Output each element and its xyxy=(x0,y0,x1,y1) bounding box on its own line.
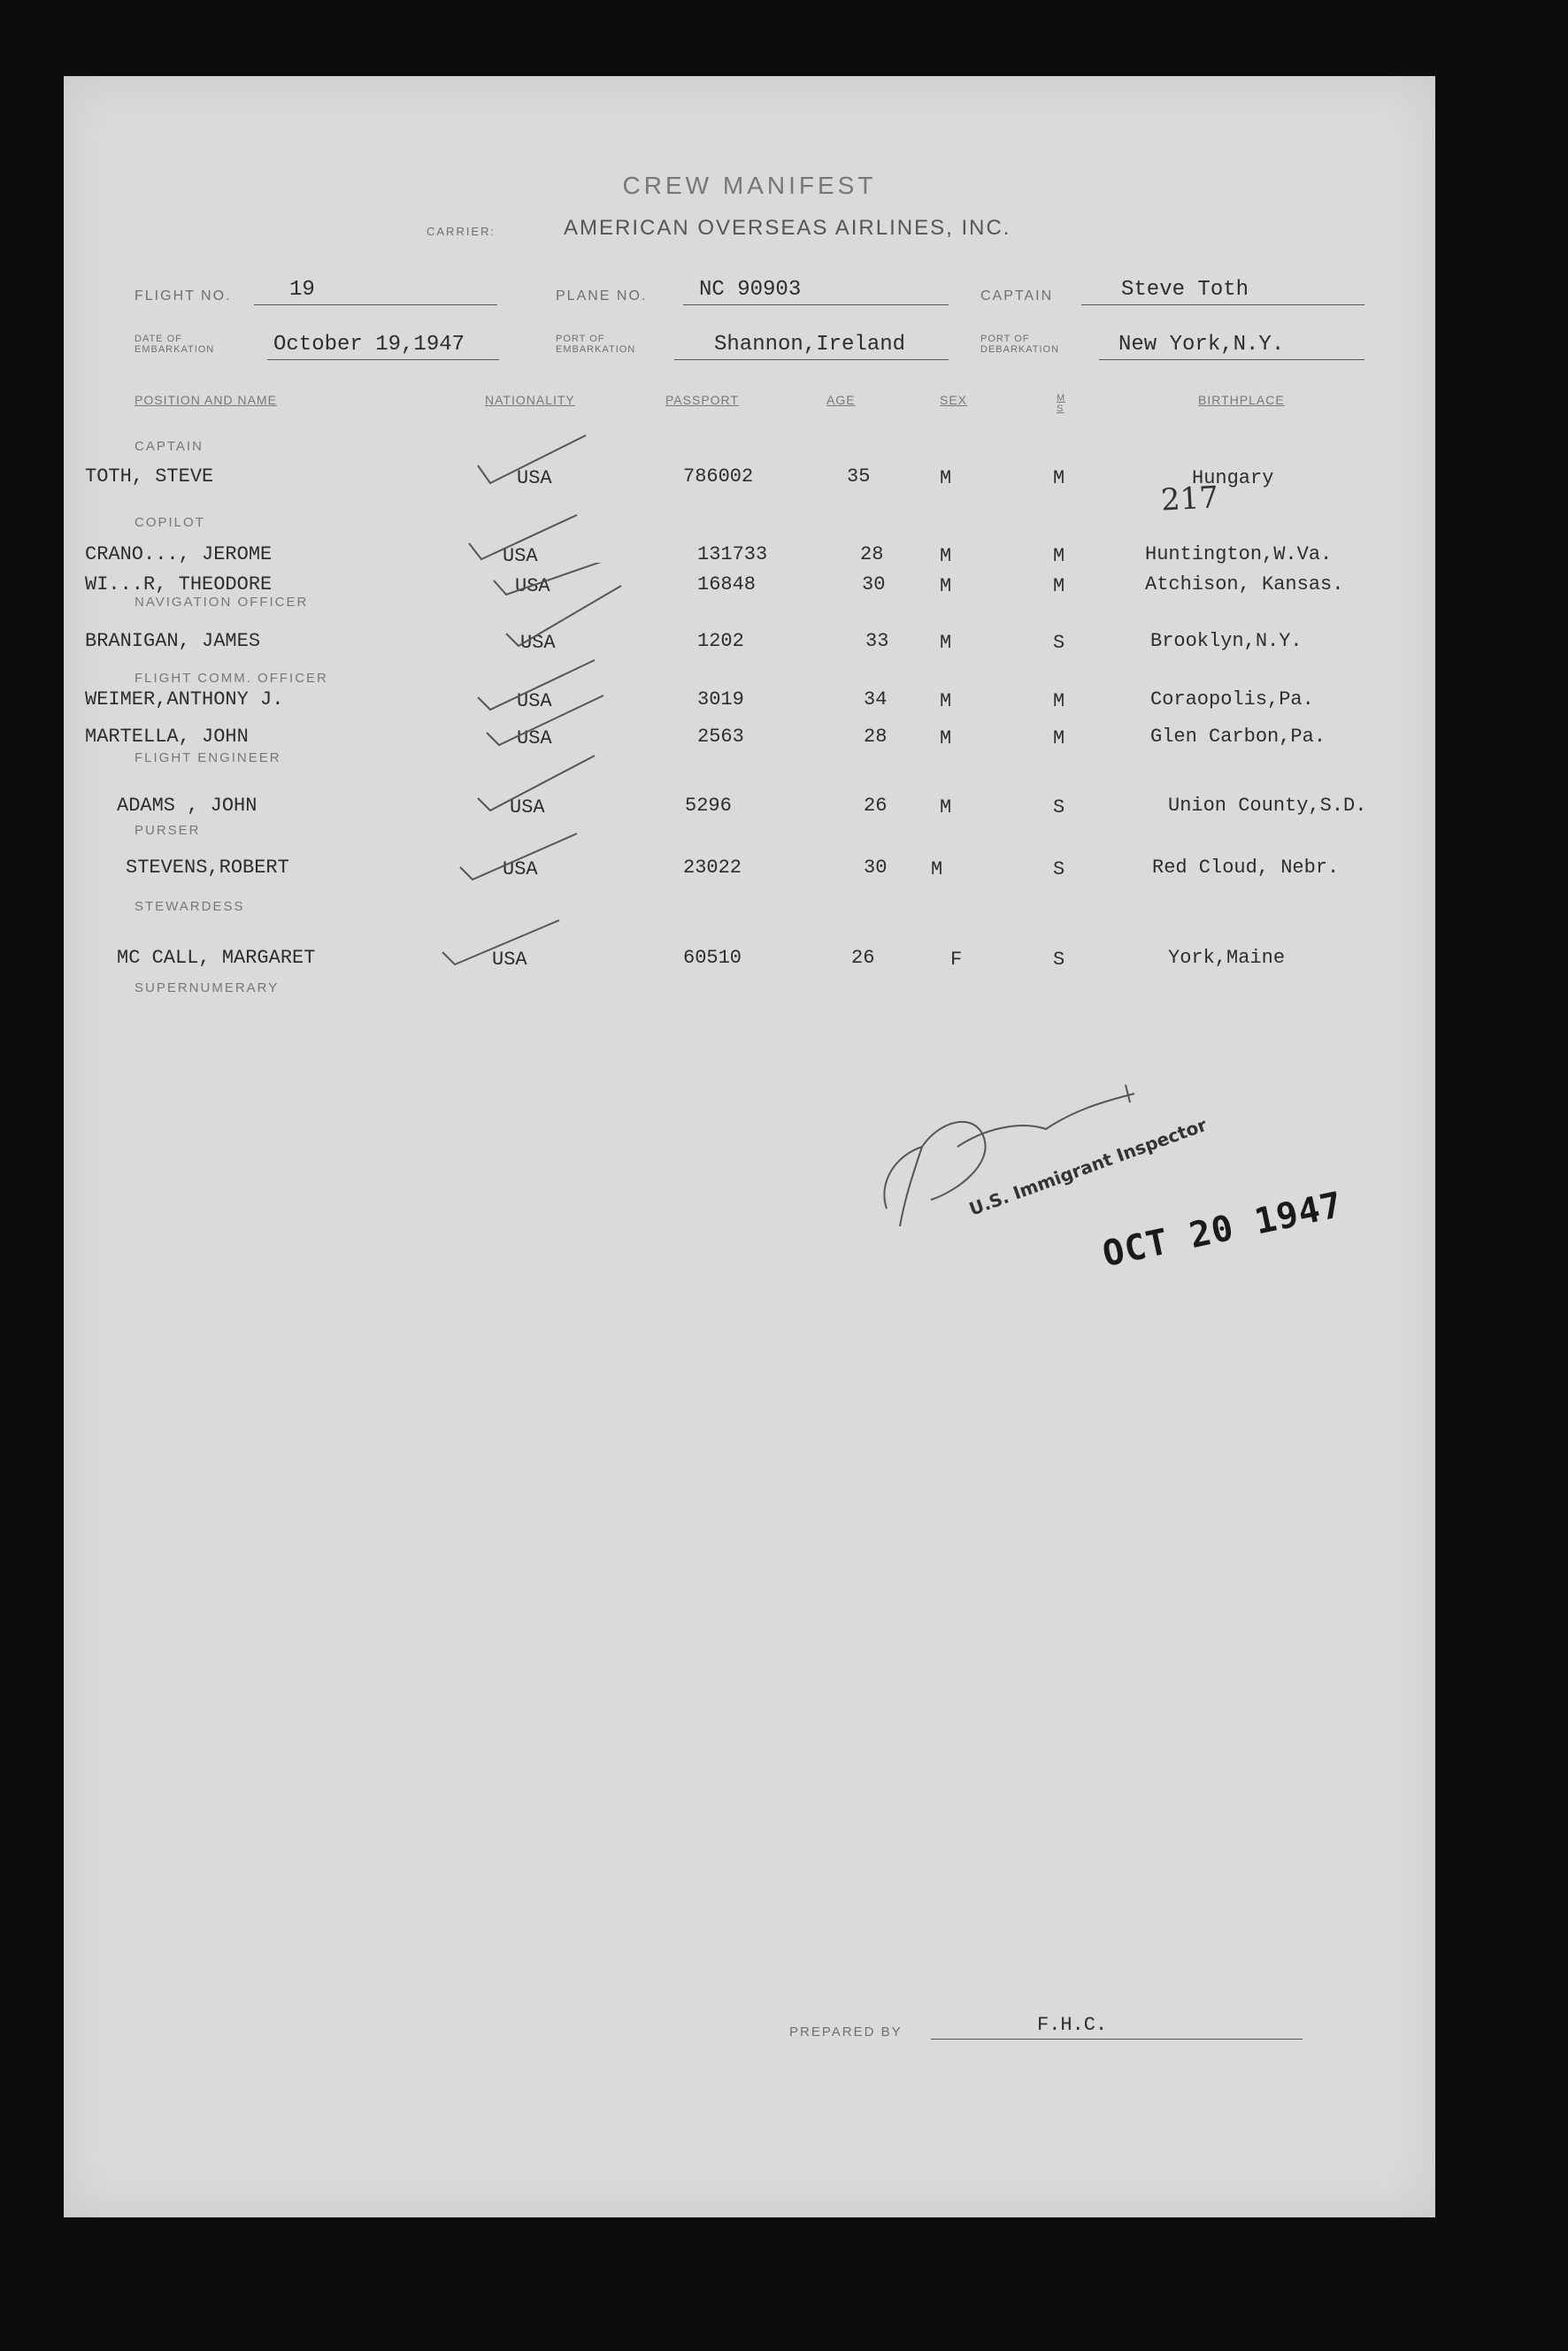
position-purser: PURSER xyxy=(135,823,201,838)
crew-birthplace: Union County,S.D. xyxy=(1168,795,1367,817)
crew-nationality: USA xyxy=(492,949,527,971)
crew-passport: 23022 xyxy=(683,857,742,879)
crew-age: 28 xyxy=(864,726,888,748)
port-emb-label-2: EMBARKATION xyxy=(556,344,636,355)
crew-name: ADAMS , JOHN xyxy=(117,795,257,817)
position-flight-engineer: FLIGHT ENGINEER xyxy=(135,750,281,765)
crew-sex: M xyxy=(940,632,952,654)
position-supernumerary: SUPERNUMERARY xyxy=(135,980,280,995)
position-flight-comm: FLIGHT COMM. OFFICER xyxy=(135,671,328,686)
position-navigation: NAVIGATION OFFICER xyxy=(135,595,309,610)
annotation-number: 217 xyxy=(1159,480,1219,519)
flight-no-value: 19 xyxy=(289,278,315,302)
crew-passport: 16848 xyxy=(697,573,757,595)
crew-passport: 1202 xyxy=(697,630,744,652)
carrier-label: CARRIER: xyxy=(427,225,496,238)
check-mark-icon xyxy=(480,687,612,757)
embarkation-date: October 19,1947 xyxy=(273,333,465,357)
crew-birthplace: Glen Carbon,Pa. xyxy=(1150,726,1326,748)
crew-marital: M xyxy=(1053,690,1065,712)
check-mark-icon xyxy=(497,579,630,649)
carrier-name: AMERICAN OVERSEAS AIRLINES, INC. xyxy=(564,216,1011,240)
crew-age: 30 xyxy=(864,857,888,879)
manifest-page xyxy=(64,76,1435,2217)
check-mark-icon xyxy=(435,917,568,979)
captain-label: CAPTAIN xyxy=(980,288,1054,303)
crew-name: BRANIGAN, JAMES xyxy=(85,630,261,652)
document-title: CREW MANIFEST xyxy=(622,172,877,199)
crew-nationality: USA xyxy=(515,575,550,597)
crew-age: 28 xyxy=(860,543,884,565)
stamp-date: OCT 20 1947 xyxy=(1099,1184,1347,1275)
crew-birthplace: York,Maine xyxy=(1168,947,1286,969)
plane-no-value: NC 90903 xyxy=(699,278,802,302)
crew-age: 34 xyxy=(864,688,888,711)
port-emb-label-1: PORT OF xyxy=(556,334,605,344)
inspector-stamp xyxy=(860,1067,1409,1359)
prepared-by-value: F.H.C. xyxy=(1037,2014,1108,2036)
crew-age: 26 xyxy=(851,947,875,969)
crew-sex: M xyxy=(940,727,952,749)
date-label-1: DATE OF xyxy=(135,334,182,344)
crew-age: 30 xyxy=(862,573,886,595)
crew-sex: F xyxy=(950,949,963,971)
position-copilot: COPILOT xyxy=(135,515,205,530)
crew-passport: 131733 xyxy=(697,543,768,565)
crew-birthplace: Atchison, Kansas. xyxy=(1145,573,1344,595)
crew-birthplace: Coraopolis,Pa. xyxy=(1150,688,1314,711)
header-age: AGE xyxy=(826,393,856,407)
port-deb-label-2: DEBARKATION xyxy=(980,344,1060,355)
crew-birthplace: Brooklyn,N.Y. xyxy=(1150,630,1303,652)
crew-passport: 60510 xyxy=(683,947,742,969)
crew-birthplace: Huntington,W.Va. xyxy=(1145,543,1333,565)
header-sex: SEX xyxy=(940,393,968,407)
crew-sex: M xyxy=(940,545,952,567)
crew-sex: M xyxy=(940,690,952,712)
check-mark-icon xyxy=(453,830,586,892)
plane-no-label: PLANE NO. xyxy=(556,288,648,303)
crew-sex: M xyxy=(940,467,952,489)
crew-sex: M xyxy=(940,575,952,597)
check-mark-icon xyxy=(471,430,595,492)
flight-no-label: FLIGHT NO. xyxy=(135,288,232,303)
port-deb-label-1: PORT OF xyxy=(980,334,1030,344)
crew-passport: 2563 xyxy=(697,726,744,748)
crew-name: WEIMER,ANTHONY J. xyxy=(85,688,284,711)
port-of-debarkation: New York,N.Y. xyxy=(1118,333,1285,357)
check-mark-icon xyxy=(471,749,603,819)
crew-name: MARTELLA, JOHN xyxy=(85,726,249,748)
port-of-embarkation: Shannon,Ireland xyxy=(714,333,906,357)
crew-passport: 786002 xyxy=(683,465,754,488)
crew-nationality: USA xyxy=(517,690,552,712)
crew-marital: S xyxy=(1053,632,1065,654)
crew-age: 26 xyxy=(864,795,888,817)
crew-nationality: USA xyxy=(503,858,538,880)
crew-name: TOTH, STEVE xyxy=(85,465,214,488)
crew-name: WI...R, THEODORE xyxy=(85,573,273,595)
crew-passport: 3019 xyxy=(697,688,744,711)
header-nationality: NATIONALITY xyxy=(485,393,575,407)
date-label-2: EMBARKATION xyxy=(135,344,215,355)
crew-marital: M xyxy=(1053,467,1065,489)
crew-age: 33 xyxy=(865,630,889,652)
crew-birthplace: Hungary xyxy=(1192,467,1274,489)
crew-name: MC CALL, MARGARET xyxy=(117,947,316,969)
header-position-name: POSITION AND NAME xyxy=(135,393,277,407)
header-birthplace: BIRTHPLACE xyxy=(1198,393,1285,407)
crew-marital: S xyxy=(1053,858,1065,880)
prepared-by-label: PREPARED BY xyxy=(789,2024,903,2040)
crew-sex: M xyxy=(931,858,943,880)
crew-marital: M xyxy=(1053,575,1065,597)
crew-marital: S xyxy=(1053,796,1065,818)
crew-nationality: USA xyxy=(517,467,552,489)
check-mark-icon xyxy=(462,508,586,570)
inspector-title: U.S. Immigrant Inspector xyxy=(966,1113,1210,1220)
crew-marital: S xyxy=(1053,949,1065,971)
header-marital: M S xyxy=(1057,393,1066,414)
crew-nationality: USA xyxy=(503,545,538,567)
crew-age: 35 xyxy=(847,465,871,488)
crew-nationality: USA xyxy=(510,796,545,818)
header-passport: PASSPORT xyxy=(665,393,739,407)
crew-marital: M xyxy=(1053,545,1065,567)
crew-birthplace: Red Cloud, Nebr. xyxy=(1152,857,1340,879)
crew-nationality: USA xyxy=(517,727,552,749)
captain-value: Steve Toth xyxy=(1121,278,1249,302)
crew-sex: M xyxy=(940,796,952,818)
crew-name: CRANO..., JEROME xyxy=(85,543,273,565)
crew-nationality: USA xyxy=(520,632,556,654)
crew-name: STEVENS,ROBERT xyxy=(126,857,289,879)
crew-passport: 5296 xyxy=(685,795,732,817)
position-stewardess: STEWARDESS xyxy=(135,899,245,914)
position-captain: CAPTAIN xyxy=(135,439,204,454)
crew-marital: M xyxy=(1053,727,1065,749)
